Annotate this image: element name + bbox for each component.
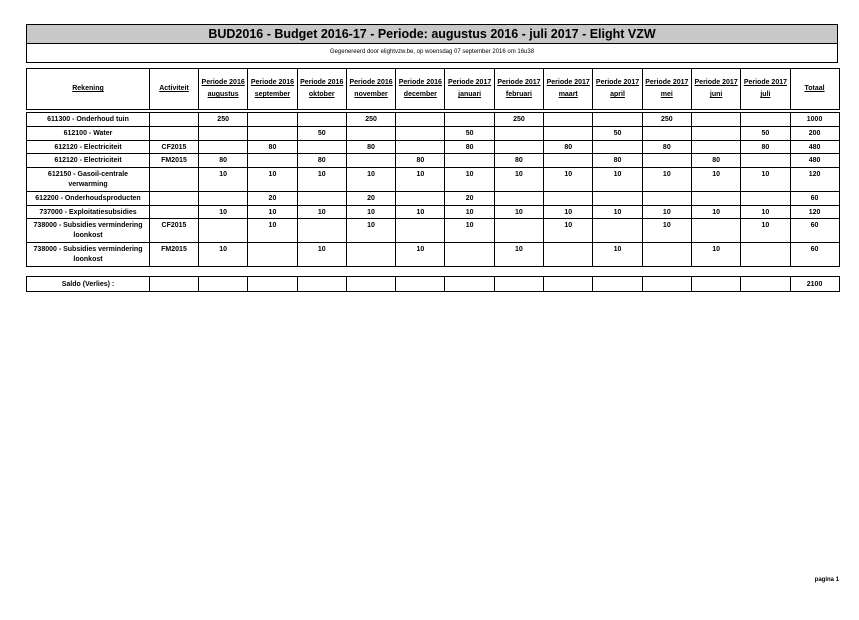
period-value-cell — [445, 113, 494, 127]
period-value-cell: 10 — [642, 168, 691, 192]
activiteit-cell: FM2015 — [150, 154, 199, 168]
period-value-cell: 10 — [248, 205, 297, 219]
period-value-cell — [494, 219, 543, 243]
period-value-cell: 10 — [248, 168, 297, 192]
period-value-cell — [396, 126, 445, 140]
period-value-cell: 10 — [593, 168, 642, 192]
period-value-cell — [297, 113, 346, 127]
period-value-cell — [544, 126, 593, 140]
period-value-cell — [199, 219, 248, 243]
period-value-cell: 10 — [199, 242, 248, 266]
period-value-cell: 10 — [297, 168, 346, 192]
period-value-cell — [297, 191, 346, 205]
activiteit-cell — [150, 113, 199, 127]
saldo-table — [26, 276, 840, 292]
period-value-cell: 10 — [248, 219, 297, 243]
period-value-cell — [544, 113, 593, 127]
activiteit-cell: CF2015 — [150, 140, 199, 154]
period-value-cell: 10 — [691, 168, 740, 192]
period-value-cell: 10 — [544, 168, 593, 192]
budget-table — [26, 68, 840, 267]
period-value-cell: 10 — [297, 205, 346, 219]
period-value-cell — [346, 154, 395, 168]
period-value-cell — [642, 126, 691, 140]
rekening-cell: 611300 - Onderhoud tuin — [27, 113, 150, 127]
period-value-cell — [544, 154, 593, 168]
period-value-cell: 10 — [396, 242, 445, 266]
header-period: Periode 2017 april — [593, 69, 642, 110]
period-value-cell — [248, 242, 297, 266]
period-value-cell: 80 — [199, 154, 248, 168]
period-value-cell: 20 — [248, 191, 297, 205]
totaal-cell: 480 — [790, 154, 839, 168]
period-value-cell: 10 — [346, 205, 395, 219]
period-value-cell — [248, 126, 297, 140]
period-value-cell — [741, 191, 790, 205]
period-value-cell: 80 — [297, 154, 346, 168]
period-value-cell: 10 — [691, 205, 740, 219]
table-row — [27, 219, 840, 243]
activiteit-cell: CF2015 — [150, 219, 199, 243]
header-activiteit: Activiteit — [150, 69, 199, 110]
period-value-cell — [741, 113, 790, 127]
period-value-cell: 250 — [346, 113, 395, 127]
period-value-cell — [494, 191, 543, 205]
header-period: Periode 2016 augustus — [199, 69, 248, 110]
period-value-cell: 250 — [642, 113, 691, 127]
period-value-cell: 10 — [642, 205, 691, 219]
header-period: Periode 2017 februari — [494, 69, 543, 110]
period-value-cell — [642, 191, 691, 205]
period-value-cell: 80 — [346, 140, 395, 154]
period-value-cell — [593, 219, 642, 243]
period-value-cell — [593, 113, 642, 127]
totaal-cell: 1000 — [790, 113, 839, 127]
period-value-cell: 10 — [445, 168, 494, 192]
rekening-cell: 612120 - Electriciteit — [27, 140, 150, 154]
rekening-cell: 737000 - Exploitatiesubsidies — [27, 205, 150, 219]
table-row — [27, 126, 840, 140]
period-value-cell — [494, 140, 543, 154]
period-value-cell — [445, 242, 494, 266]
table-row — [27, 242, 840, 266]
period-value-cell — [248, 154, 297, 168]
period-value-cell: 50 — [741, 126, 790, 140]
period-value-cell: 10 — [445, 205, 494, 219]
period-value-cell — [396, 140, 445, 154]
saldo-row — [27, 277, 840, 292]
period-value-cell — [199, 191, 248, 205]
header-period: Periode 2017 januari — [445, 69, 494, 110]
rekening-cell: 612150 - Gasoil-centrale verwarming — [27, 168, 150, 192]
period-value-cell — [544, 191, 593, 205]
totaal-cell: 60 — [790, 219, 839, 243]
period-value-cell: 10 — [346, 168, 395, 192]
activiteit-cell — [150, 168, 199, 192]
period-value-cell: 10 — [396, 205, 445, 219]
report-title: BUD2016 - Budget 2016-17 - Periode: augustus 2016 - juli 2017 - Elight VZW — [26, 24, 838, 44]
header-period: Periode 2017 mei — [642, 69, 691, 110]
saldo-total: 2100 — [790, 277, 839, 292]
rekening-cell: 738000 - Subsidies vermindering loonkost — [27, 242, 150, 266]
header-period: Periode 2016 september — [248, 69, 297, 110]
period-value-cell: 10 — [494, 205, 543, 219]
table-row — [27, 168, 840, 192]
period-value-cell — [494, 126, 543, 140]
period-value-cell: 10 — [544, 205, 593, 219]
period-value-cell — [691, 140, 740, 154]
table-row — [27, 154, 840, 168]
period-value-cell — [346, 242, 395, 266]
period-value-cell — [593, 140, 642, 154]
table-body — [27, 113, 840, 267]
period-value-cell — [642, 154, 691, 168]
period-value-cell: 80 — [642, 140, 691, 154]
period-value-cell: 250 — [199, 113, 248, 127]
period-value-cell: 10 — [593, 242, 642, 266]
header-period: Periode 2016 november — [346, 69, 395, 110]
rekening-cell: 612200 - Onderhoudsproducten — [27, 191, 150, 205]
period-value-cell: 10 — [642, 219, 691, 243]
header-period: Periode 2016 oktober — [297, 69, 346, 110]
period-value-cell — [691, 219, 740, 243]
totaal-cell: 120 — [790, 168, 839, 192]
period-value-cell: 10 — [494, 168, 543, 192]
rekening-cell: 612100 - Water — [27, 126, 150, 140]
period-value-cell: 10 — [396, 168, 445, 192]
header-period: Periode 2016 december — [396, 69, 445, 110]
period-value-cell — [691, 126, 740, 140]
period-value-cell — [445, 154, 494, 168]
totaal-cell: 200 — [790, 126, 839, 140]
activiteit-cell — [150, 205, 199, 219]
period-value-cell: 10 — [544, 219, 593, 243]
period-value-cell — [741, 154, 790, 168]
saldo-label: Saldo (Verlies) : — [27, 277, 150, 292]
period-value-cell: 10 — [445, 219, 494, 243]
period-value-cell: 10 — [494, 242, 543, 266]
period-value-cell: 20 — [445, 191, 494, 205]
totaal-cell: 120 — [790, 205, 839, 219]
header-period: Periode 2017 juni — [691, 69, 740, 110]
totaal-cell: 60 — [790, 242, 839, 266]
period-value-cell: 10 — [199, 205, 248, 219]
header-totaal: Totaal — [790, 69, 839, 110]
totaal-cell: 480 — [790, 140, 839, 154]
period-value-cell: 80 — [445, 140, 494, 154]
period-value-cell — [396, 113, 445, 127]
period-value-cell: 50 — [297, 126, 346, 140]
header-period: Periode 2017 juli — [741, 69, 790, 110]
table-row — [27, 113, 840, 127]
period-value-cell: 10 — [691, 242, 740, 266]
period-value-cell: 10 — [741, 168, 790, 192]
header-row — [27, 69, 840, 110]
period-value-cell: 50 — [593, 126, 642, 140]
header-rekening: Rekening — [27, 69, 150, 110]
period-value-cell: 80 — [544, 140, 593, 154]
period-value-cell — [642, 242, 691, 266]
page-number: pagina 1 — [814, 577, 839, 583]
period-value-cell — [691, 191, 740, 205]
period-value-cell: 80 — [396, 154, 445, 168]
period-value-cell — [297, 219, 346, 243]
period-value-cell: 80 — [593, 154, 642, 168]
period-value-cell — [346, 126, 395, 140]
period-value-cell: 80 — [741, 140, 790, 154]
header-period: Periode 2017 maart — [544, 69, 593, 110]
period-value-cell — [741, 242, 790, 266]
report-subtitle: Gegenereerd door elightvzw.be, op woensdag 07 september 2016 om 16u38 — [26, 43, 838, 63]
period-value-cell — [297, 140, 346, 154]
period-value-cell: 50 — [445, 126, 494, 140]
period-value-cell — [248, 113, 297, 127]
period-value-cell: 20 — [346, 191, 395, 205]
period-value-cell — [199, 126, 248, 140]
period-value-cell — [593, 191, 642, 205]
activiteit-cell — [150, 126, 199, 140]
activiteit-cell — [150, 191, 199, 205]
totaal-cell: 60 — [790, 191, 839, 205]
table-row — [27, 205, 840, 219]
period-value-cell — [396, 219, 445, 243]
period-value-cell — [396, 191, 445, 205]
period-value-cell: 80 — [691, 154, 740, 168]
table-row — [27, 140, 840, 154]
period-value-cell: 80 — [248, 140, 297, 154]
period-value-cell: 80 — [494, 154, 543, 168]
rekening-cell: 738000 - Subsidies vermindering loonkost — [27, 219, 150, 243]
period-value-cell — [691, 113, 740, 127]
activiteit-cell: FM2015 — [150, 242, 199, 266]
table-row — [27, 191, 840, 205]
rekening-cell: 612120 - Electriciteit — [27, 154, 150, 168]
period-value-cell: 10 — [741, 205, 790, 219]
period-value-cell — [544, 242, 593, 266]
period-value-cell: 10 — [593, 205, 642, 219]
period-value-cell: 250 — [494, 113, 543, 127]
period-value-cell — [199, 140, 248, 154]
period-value-cell: 10 — [199, 168, 248, 192]
period-value-cell: 10 — [346, 219, 395, 243]
period-value-cell: 10 — [297, 242, 346, 266]
period-value-cell: 10 — [741, 219, 790, 243]
